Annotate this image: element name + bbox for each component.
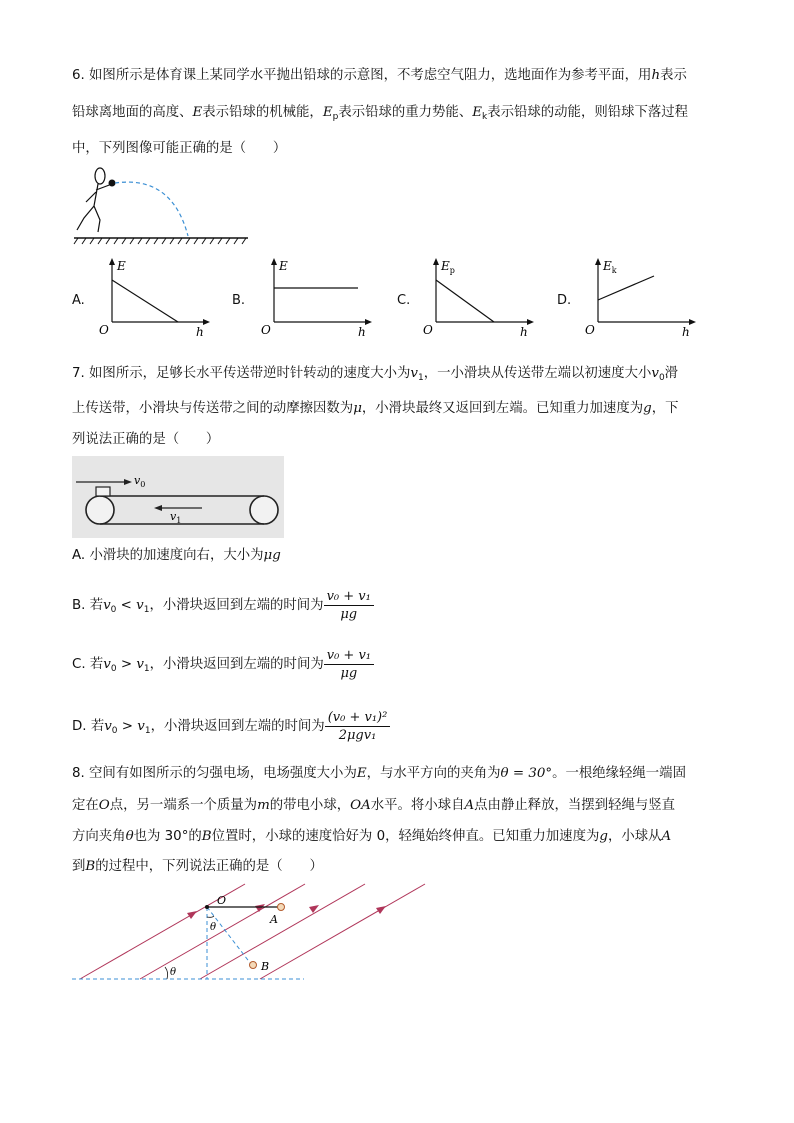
q6-option-a-label[interactable]: A. [72,293,85,308]
v1-label: $v_1$ [170,510,182,525]
theta-label-horizontal: θ [170,967,177,978]
axis-x-label: h [520,325,528,339]
point-o-label: O [217,894,227,907]
q8-line1: 8. 空间有如图所示的匀强电场，电场强度大小为E，与水平方向的夹角为θ = 30°。一根绝缘轻绳一端固 [72,766,686,781]
fraction: $\frac{\text{v₀ + v₁}}{\mu g}$ [324,647,374,682]
axis-y-label: $E_p$ [441,259,455,275]
q6-option-c-graph [418,256,538,340]
q6-option-d-graph [580,256,700,340]
q6-option-d-label[interactable]: D. [557,293,572,308]
q7-line2: 上传送带，小滑块与传送带之间的动摩擦因数为μ，小滑块最终又返回到左端。已知重力加速度为g，下 [72,401,679,416]
origin-label: O [99,323,109,337]
q6-line3: 中，下列图像可能正确的是（ ） [72,141,287,156]
axis-x-label: h [358,325,366,339]
conveyor-belt-figure [72,456,284,538]
axis-x-label: h [196,325,204,339]
fraction: $\frac{\text{v₀ + v₁}}{\mu g}$ [324,588,374,623]
point-b-label: B [261,960,270,973]
origin-label: O [261,323,271,337]
q6-option-b-label[interactable]: B. [232,293,246,308]
q7-option-d[interactable]: D. 若$v_0 > v_1$，小滑块返回到左端的时间为 $\frac{\text{(v₀ + v₁)²}}{\text{2μgv₁}}$ [72,707,390,751]
q7-option-b[interactable]: B. 若$v_0 < v_1$，小滑块返回到左端的时间为 $\frac{\text{v₀ + v₁}}{\mu g}$ [72,586,374,630]
q8-line4: 到B的过程中，下列说法正确的是（ ） [72,859,323,874]
q6-line1: 6. 如图所示是体育课上某同学水平抛出铅球的示意图，不考虑空气阻力，选地面作为参考平面，用h表示 [72,68,687,83]
theta-label-vertical: θ [210,922,217,933]
q7-option-c[interactable]: C. 若$v_0 > v_1$，小滑块返回到左端的时间为 $\frac{\text{v₀ + v₁}}{\mu g}$ [72,645,374,689]
q8-line3: 方向夹角θ也为 30°的B位置时，小球的速度恰好为 0，轻绳始终伸直。已知重力加速度为g，小球从A [72,829,672,844]
axis-y-label: E [117,259,126,273]
origin-label: O [423,323,433,337]
q6-option-b-graph [256,256,376,340]
axis-y-label: $E_k$ [603,259,617,275]
q6-line2: 铅球离地面的高度、E表示铅球的机械能，$E_p$表示铅球的重力势能、$E_k$表示铅球的动能，则铅球下落过程 [72,105,689,122]
v0-label: $v_0$ [134,474,146,489]
q7-option-a[interactable]: A. 小滑块的加速度向右，大小为μg [72,548,281,563]
shotput-figure [72,160,252,245]
q7-line1: 7. 如图所示，足够长水平传送带逆时针转动的速度大小为$v_1$，一小滑块从传送带左端以初速度大小$v_0$滑 [72,366,679,383]
point-a-label: A [270,913,278,926]
q8-line2: 定在O点，另一端系一个质量为m的带电小球，OA水平。将小球自A点由静止释放，当摆到轻绳与竖直 [72,798,676,813]
q6-option-c-label[interactable]: C. [397,293,411,308]
origin-label: O [585,323,595,337]
axis-y-label: E [279,259,288,273]
q7-line3: 列说法正确的是（ ） [72,432,220,447]
axis-x-label: h [682,325,690,339]
electric-field-figure [72,884,422,984]
q6-option-a-graph [94,256,214,340]
fraction: $\frac{\text{(v₀ + v₁)²}}{\text{2μgv₁}}$ [325,709,391,744]
